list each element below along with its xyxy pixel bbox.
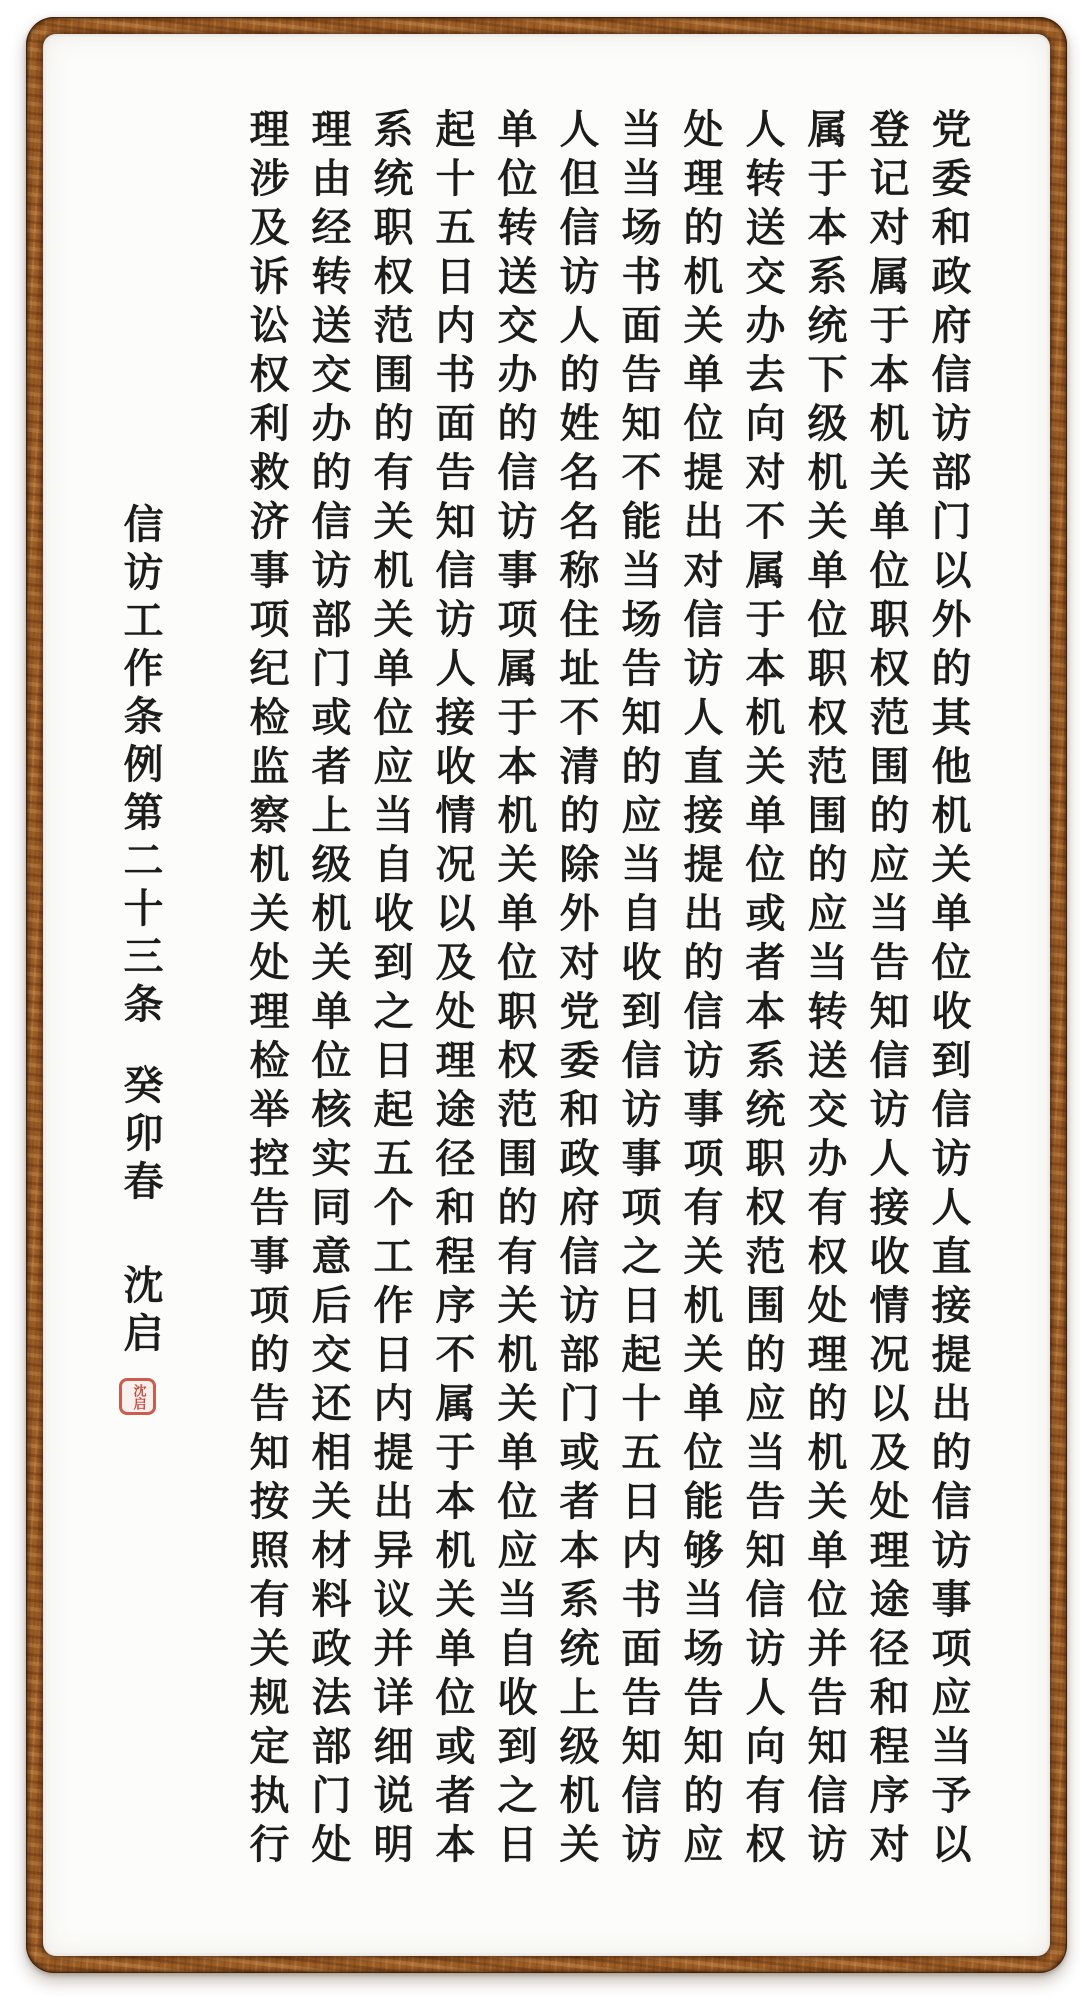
text-column-9: 起十五日内书面告知信访人接收情况以及处理途径和程序不属于本机关单位或者本 [429, 108, 476, 1872]
text-column-7: 人但信访人的姓名名称住址不清的除外对党委和政府信访部门或者本系统上级机关 [553, 108, 600, 1872]
text-column-8: 单位转送交办的信访事项属于本机关单位职权范围的有关机关单位应当自收到之日 [491, 108, 538, 1872]
text-column-10: 系统职权范围的有关机关单位应当自收到之日起五个工作日内提出异议并详细说明 [367, 108, 414, 1872]
text-column-12: 理涉及诉讼权利救济事项纪检监察机关处理检举控告事项的告知按照有关规定执行 [243, 108, 290, 1872]
text-column-6: 当当场书面告知不能当场告知的应当自收到信访事项之日起十五日内书面告知信访 [615, 108, 662, 1872]
artist-signature: 沈启 [117, 1264, 164, 1360]
seal-text: 沈启 [130, 1383, 146, 1410]
date-inscription: 癸卯春 [117, 1064, 164, 1208]
text-column-1: 党委和政府信访部门以外的其他机关单位收到信访人直接提出的信访事项应当予以 [925, 108, 972, 1872]
text-column-11: 理由经转送交办的信访部门或者上级机关单位核实同意后交还相关材料政法部门处 [305, 108, 352, 1872]
text-column-5: 处理的机关单位提出对信访人直接提出的信访事项有关机关单位能够当场告知的应 [677, 108, 724, 1872]
artist-seal [119, 1378, 156, 1415]
text-column-3: 属于本系统下级机关单位职权范围的应当转送交办有权处理的机关单位并告知信访 [801, 108, 848, 1872]
calligraphy-main-text [235, 108, 979, 1898]
text-column-4: 人转送交办去向对不属于本机关单位或者本系统职权范围的应当告知信访人向有权 [739, 108, 786, 1872]
text-column-2: 登记对属于本机关单位职权范围的应当告知信访人接收情况以及处理途径和程序对 [863, 108, 910, 1872]
title-inscription: 信访工作条例第二十三条 [117, 503, 164, 1031]
